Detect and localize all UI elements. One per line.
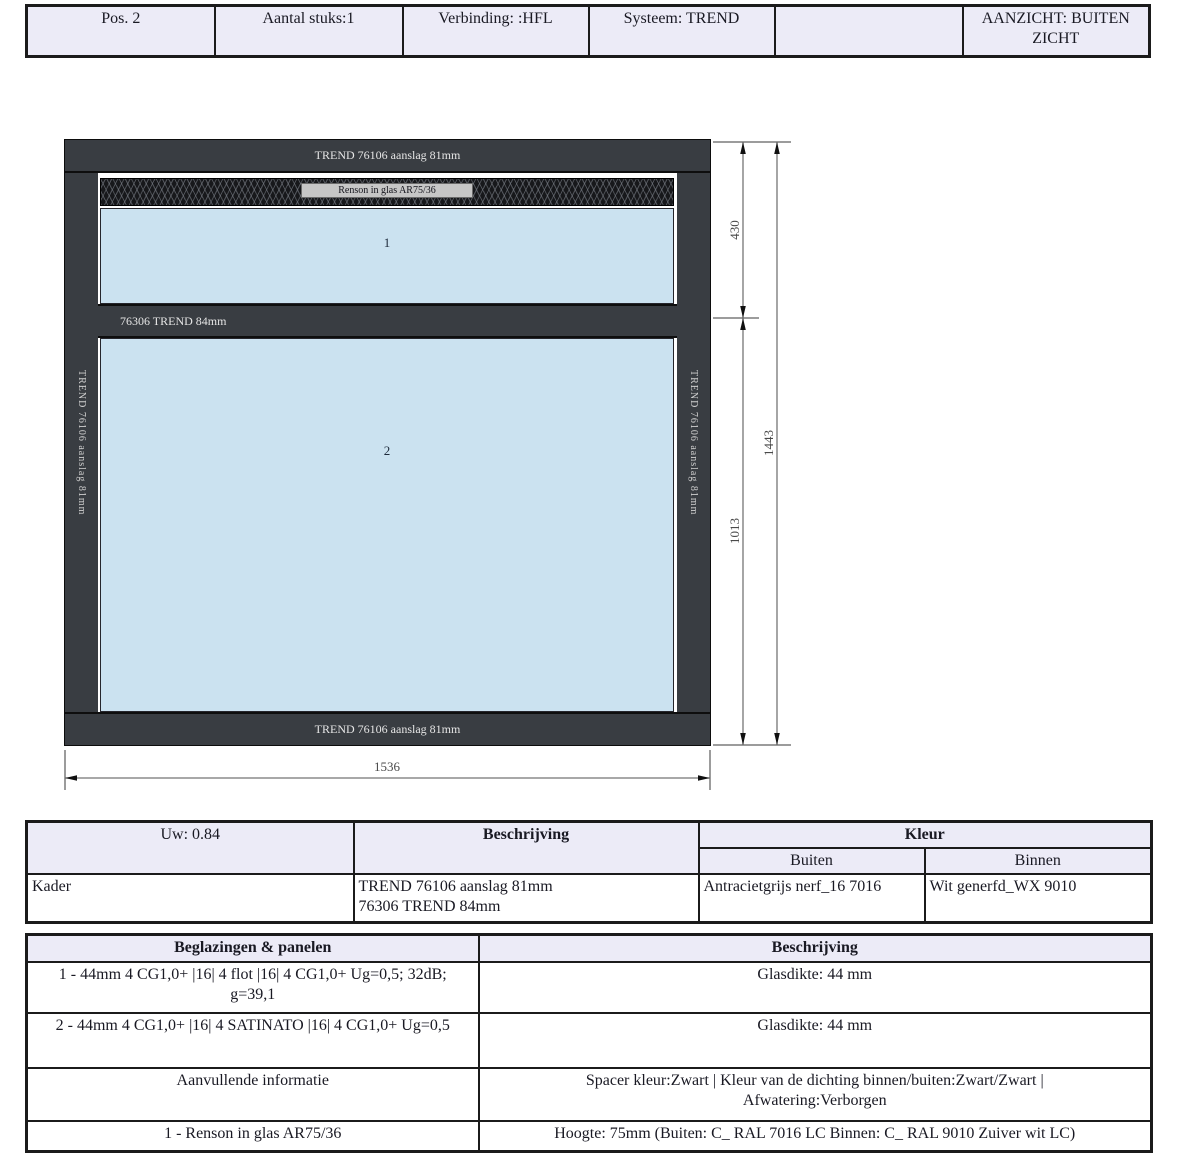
verbinding-cell: Verbinding: :HFL: [403, 6, 589, 57]
glazing-1-desc-cell: Glasdikte: 44 mm: [479, 962, 1152, 1013]
glazing-2-spec-cell: [27, 1013, 479, 1068]
renson-row: [27, 1121, 1152, 1152]
glazing-row-1: [27, 962, 1152, 1013]
empty-cell: [775, 6, 963, 57]
top-rail-label: TREND 76106 aanslag 81mm: [314, 148, 461, 162]
arrowhead-icon: [698, 775, 710, 781]
dim-label-lower-height: 1013: [727, 518, 742, 544]
arrowhead-icon: [740, 306, 746, 318]
glazing-2-spec-text: 2 - 44mm 4 CG1,0+ |16| 4 SATINATO |16| 4 CG1,0+ Ug=0,5: [55, 1016, 450, 1034]
glazing-beschrijving-header-cell: Beschrijving: [479, 935, 1152, 962]
kader-cell: Kader: [27, 874, 354, 922]
glazing-header-row: [27, 935, 1152, 962]
arrowhead-icon: [740, 733, 746, 745]
additional-info-label-cell: Aanvullende informatie: [27, 1068, 479, 1121]
kleur-header-cell: Kleur: [699, 822, 1152, 849]
left-stile-label: TREND 76106 aanslag 81mm: [76, 369, 87, 516]
glazing-1-spec-cell: [27, 962, 479, 1013]
dim-label-total-width: 1536: [374, 759, 400, 774]
right-stile-label: TREND 76106 aanslag 81mm: [688, 369, 699, 516]
beschrijving-header-cell: Beschrijving: [354, 822, 699, 875]
arrowhead-icon: [774, 142, 780, 154]
glass-pane-2-number: 2: [383, 443, 391, 459]
dim-label-upper-height: 430: [727, 220, 742, 240]
transom-label: 76306 TREND 84mm: [120, 313, 227, 328]
glazing-table: [25, 933, 1153, 1153]
bottom-rail-label: TREND 76106 aanslag 81mm: [314, 722, 461, 736]
pos-cell: Pos. 2: [27, 6, 215, 57]
spec-header-row-1: [27, 822, 1152, 849]
glass-pane-1-number: 1: [383, 235, 391, 251]
kader-beschrijving-line2: 76306 TREND 84mm: [358, 898, 501, 915]
arrowhead-icon: [774, 733, 780, 745]
kader-beschrijving-line1: TREND 76106 aanslag 81mm: [358, 878, 553, 895]
uw-value-cell: Uw: 0.84: [27, 822, 354, 875]
aantal-stuks-cell: Aantal stuks:1: [215, 6, 403, 57]
additional-info-value-text: Spacer kleur:Zwart | Kleur van de dichting binnen/buiten:Zwart/Zwart | Afwatering:Verborgen: [585, 1071, 1044, 1109]
glazing-1-spec-text: 1 - 44mm 4 CG1,0+ |16| 4 flot |16| 4 CG1,0+ Ug=0,5; 32dB; g=39,1: [58, 965, 447, 1003]
vent-grille-label: Renson in glas AR75/36: [301, 183, 473, 198]
kleur-buiten-cell: Antracietgrijs nerf_16 7016: [699, 874, 925, 922]
kader-beschrijving-cell: [354, 874, 699, 922]
binnen-header-cell: Binnen: [925, 848, 1152, 874]
kleur-binnen-cell: Wit generfd_WX 9010: [925, 874, 1152, 922]
spec-data-row: [27, 874, 1152, 922]
glazing-2-desc-cell: Glasdikte: 44 mm: [479, 1013, 1152, 1068]
arrowhead-icon: [65, 775, 77, 781]
renson-value-cell: Hoogte: 75mm (Buiten: C_ RAL 7016 LC Binnen: C_ RAL 9010 Zuiver wit LC): [479, 1121, 1152, 1152]
systeem-cell: Systeem: TREND: [589, 6, 775, 57]
renson-label-cell: 1 - Renson in glas AR75/36: [27, 1121, 479, 1152]
additional-info-row: [27, 1068, 1152, 1121]
arrowhead-icon: [740, 318, 746, 330]
dim-label-total-height: 1443: [761, 430, 776, 456]
dimension-annotations: [65, 138, 800, 803]
glazing-row-2: [27, 1013, 1152, 1068]
aanzicht-cell: AANZICHT: BUITEN ZICHT: [963, 6, 1150, 57]
header-table-row: [27, 6, 1150, 57]
additional-info-value-cell: [479, 1068, 1152, 1121]
beglazingen-header-cell: Beglazingen & panelen: [27, 935, 479, 962]
buiten-header-cell: Buiten: [699, 848, 925, 874]
header-table: [25, 4, 1151, 58]
arrowhead-icon: [740, 142, 746, 154]
spec-table: [25, 820, 1153, 924]
